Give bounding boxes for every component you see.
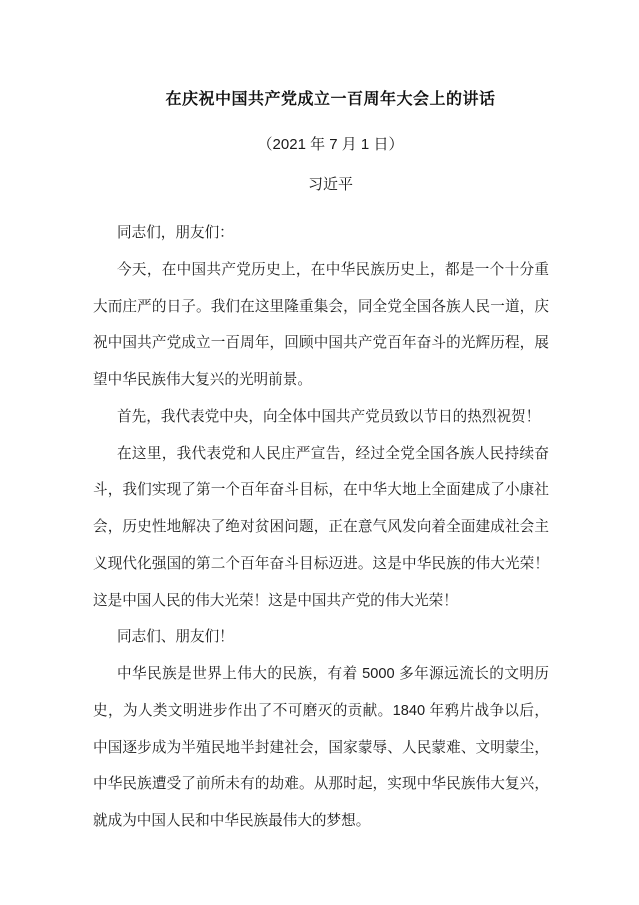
doc-body	[0, 215, 549, 840]
paragraph: 在这里，我代表党和人民庄严宣告，经过全党全国各族人民持续奋斗，我们实现了第一个百年奋斗目标，在中华大地上全面建成了小康社会，历史性地解决了绝对贫困问题，正在意气风发向着全面建成社会主义现代化强国的第二个百年奋斗目标迈进。这是中华民族的伟大光荣！这是中国人民的伟大光荣！这是中国共产党的伟大光荣！	[93, 445, 549, 609]
paragraph: 中华民族是世界上伟大的民族，有着 5000 多年源远流长的文明历史，为人类文明进步作出了不可磨灭的贡献。1840 年鸦片战争以后，中国逐步成为半殖民地半封建社会，国家蒙辱、人民蒙难、文明蒙尘，中华民族遭受了前所未有的劫难。从那时起，实现中华民族伟大复兴，就成为中国人民和中华民族最伟大的梦想。	[93, 666, 549, 829]
doc-title: 在庆祝中国共产党成立一百周年大会上的讲话	[165, 91, 496, 108]
paragraph: 今天，在中国共产党历史上，在中华民族历史上，都是一个十分重大而庄严的日子。我们在这里隆重集会，同全党全国各族人民一道，庆祝中国共产党成立一百周年，回顾中国共产党百年奋斗的光辉历程，展望中华民族伟大复兴的光明前景。	[93, 261, 549, 388]
paragraph-salutation: 同志们，朋友们：	[117, 225, 234, 241]
doc-author: 习近平	[307, 176, 353, 193]
doc-date: （2021 年 7 月 1 日）	[257, 136, 404, 153]
paragraph-salutation: 同志们、朋友们！	[117, 629, 234, 646]
paragraph: 首先，我代表党中央，向全体中国共产党员致以节日的热烈祝贺！	[117, 408, 541, 425]
document-heading	[11, 90, 639, 194]
